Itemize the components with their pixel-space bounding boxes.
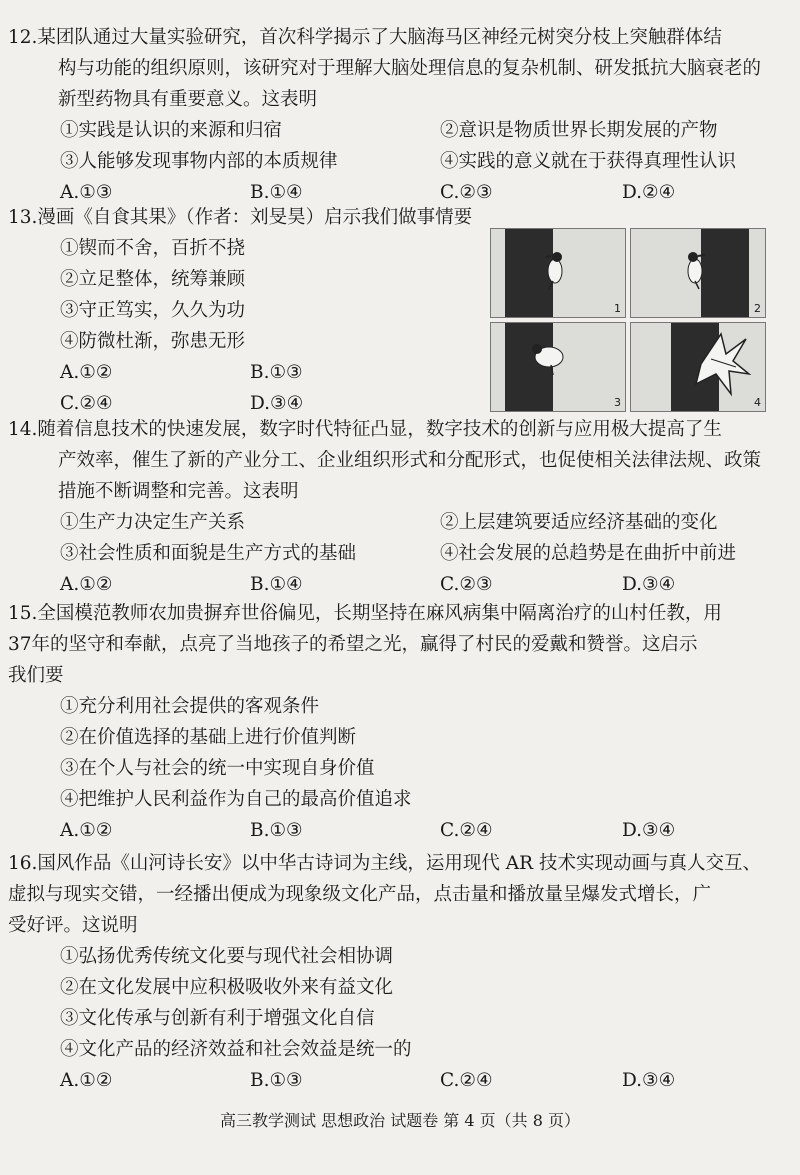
q12-stem-line-2: 构与功能的组织原则，该研究对于理解大脑处理信息的复杂机制、研发抵抗大脑衰老的 — [58, 58, 762, 79]
page-footer: 高三教学测试 思想政治 试题卷 第 4 页（共 8 页） — [220, 1111, 580, 1130]
q14-option-1: ①生产力决定生产关系 — [60, 512, 246, 533]
q13-option-1: ①锲而不舍，百折不挠 — [60, 238, 246, 259]
question-14 — [8, 414, 770, 600]
q14-options-row-1 — [60, 507, 770, 538]
q14-stem-line-3: 措施不断调整和完善。这表明 — [58, 481, 299, 502]
q14-option-3: ③社会性质和面貌是生产方式的基础 — [60, 543, 357, 564]
q13-choice-b: B.①③ — [250, 362, 303, 383]
q13-option-2: ②立足整体，统筹兼顾 — [60, 269, 246, 290]
q14-choice-c: C.②③ — [440, 574, 493, 595]
q12-option-1: ①实践是认识的来源和归宿 — [60, 120, 283, 141]
q16-option-1: ①弘扬优秀传统文化要与现代社会相协调 — [60, 946, 394, 967]
q16-option-2: ②在文化发展中应积极吸收外来有益文化 — [60, 977, 394, 998]
q15-choice-a: A.①② — [60, 820, 113, 841]
q16-answers — [60, 1065, 770, 1096]
q15-stem-line-1: 15.全国模范教师农加贵摒弃世俗偏见，长期坚持在麻风病集中隔离治疗的山村任教，用 — [8, 603, 722, 624]
q12-choice-b: B.①④ — [250, 182, 303, 203]
q13-choice-d: D.③④ — [250, 393, 304, 414]
q15-choice-d: D.③④ — [622, 820, 676, 841]
q16-choice-a: A.①② — [60, 1070, 113, 1091]
q13-option-4: ④防微杜渐，弥患无形 — [60, 331, 246, 352]
q16-choice-d: D.③④ — [622, 1070, 676, 1091]
q13-choice-a: A.①② — [60, 362, 113, 383]
tree-trunk — [701, 229, 749, 317]
q14-stem-line-2: 产效率，催生了新的产业分工、企业组织形式和分配形式，也促使相关法律法规、政策 — [58, 450, 762, 471]
q12-stem-line-1: 12.某团队通过大量实验研究，首次科学揭示了大脑海马区神经元树突分枝上突触群体结 — [8, 27, 722, 48]
q15-option-4: ④把维护人民利益作为自己的最高价值追求 — [60, 789, 412, 810]
q16-stem-line-1: 16.国风作品《山河诗长安》以中华古诗词为主线，运用现代 AR 技术实现动画与真人交互、 — [8, 853, 761, 874]
q14-stem-line-1: 14.随着信息技术的快速发展，数字时代特征凸显，数字技术的创新与应用极大提高了生 — [8, 419, 722, 440]
q13-stem: 13.漫画《自食其果》（作者：刘旻昊）启示我们做事情要 — [8, 207, 473, 228]
q16-choice-c: C.②④ — [440, 1070, 493, 1091]
q14-choice-d: D.③④ — [622, 574, 676, 595]
q16-option-4: ④文化产品的经济效益和社会效益是统一的 — [60, 1039, 412, 1060]
woodpecker-icon — [681, 247, 707, 291]
cartoon-panel-1 — [490, 228, 626, 318]
q15-option-2: ②在价值选择的基础上进行价值判断 — [60, 727, 357, 748]
q15-choice-b: B.①③ — [250, 820, 303, 841]
panel-number: 2 — [754, 302, 761, 315]
q15-choice-c: C.②④ — [440, 820, 493, 841]
q16-stem-line-3: 受好评。这说明 — [8, 915, 138, 936]
q12-choice-c: C.②③ — [440, 182, 493, 203]
woodpecker-icon — [545, 247, 571, 291]
q12-option-4: ④实践的意义就在于获得真理性认识 — [440, 151, 737, 172]
cartoon-panel-3 — [490, 322, 626, 412]
tree-falling-burst-icon — [691, 329, 751, 399]
question-15 — [8, 598, 770, 846]
q14-answers — [60, 569, 770, 600]
q15-stem-line-3: 我们要 — [8, 665, 64, 686]
q16-stem-line-2: 虚拟与现实交错，一经播出便成为现象级文化产品，点击量和播放量呈爆发式增长，广 — [8, 884, 712, 905]
q14-option-2: ②上层建筑要适应经济基础的变化 — [440, 512, 718, 533]
q14-option-4: ④社会发展的总趋势是在曲折中前进 — [440, 543, 737, 564]
q14-choice-a: A.①② — [60, 574, 113, 595]
panel-number: 1 — [614, 302, 621, 315]
q15-stem-line-2: 37年的坚守和奉献，点亮了当地孩子的希望之光，赢得了村民的爱戴和赞誉。这启示 — [8, 634, 698, 655]
q12-choice-d: D.②④ — [622, 182, 676, 203]
q12-choice-a: A.①③ — [60, 182, 113, 203]
question-16 — [8, 848, 770, 1096]
q12-options-row-1 — [60, 115, 770, 146]
cartoon-woodpecker — [490, 228, 766, 410]
q12-options-row-2 — [60, 146, 770, 177]
q13-option-3: ③守正笃实，久久为功 — [60, 300, 246, 321]
q12-stem-line-3: 新型药物具有重要意义。这表明 — [58, 89, 318, 110]
cartoon-panel-2 — [630, 228, 766, 318]
panel-number: 3 — [614, 396, 621, 409]
question-12 — [8, 22, 770, 208]
q13-choice-c: C.②④ — [60, 393, 113, 414]
q15-option-3: ③在个人与社会的统一中实现自身价值 — [60, 758, 375, 779]
q12-option-2: ②意识是物质世界长期发展的产物 — [440, 120, 718, 141]
q14-options-row-2 — [60, 538, 770, 569]
q14-choice-b: B.①④ — [250, 574, 303, 595]
q15-option-1: ①充分利用社会提供的客观条件 — [60, 696, 320, 717]
q16-option-3: ③文化传承与创新有利于增强文化自信 — [60, 1008, 375, 1029]
q16-choice-b: B.①③ — [250, 1070, 303, 1091]
q15-answers — [60, 815, 770, 846]
q12-option-3: ③人能够发现事物内部的本质规律 — [60, 151, 338, 172]
cartoon-panel-4 — [630, 322, 766, 412]
panel-number: 4 — [754, 396, 761, 409]
woodpecker-icon — [527, 335, 567, 379]
